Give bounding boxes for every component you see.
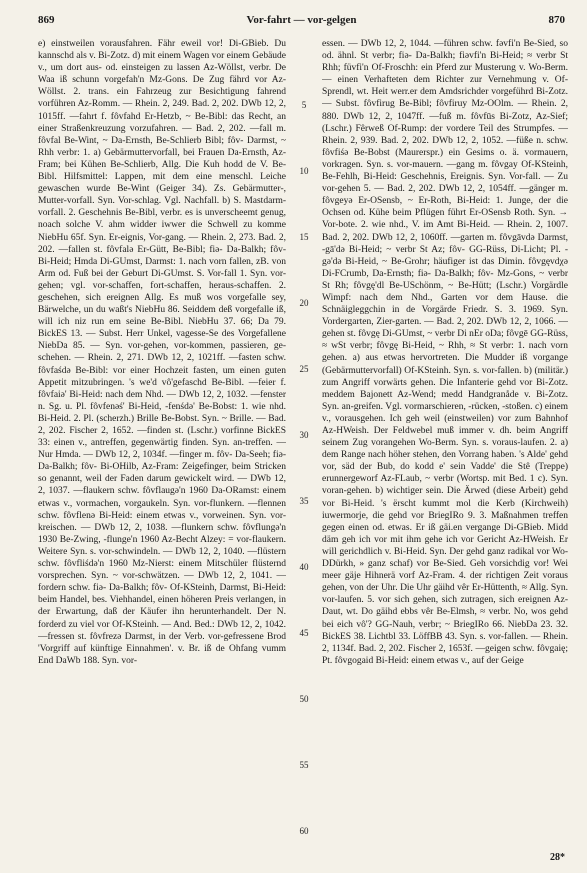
line-number: 10 — [299, 166, 309, 176]
line-number: 55 — [299, 760, 309, 770]
line-number: 20 — [299, 298, 309, 308]
line-number: 15 — [299, 232, 309, 242]
signature-mark: 28* — [550, 852, 565, 863]
left-column — [38, 38, 286, 848]
page-number-left: 869 — [38, 14, 55, 26]
line-number: 50 — [299, 694, 309, 704]
line-number-gutter — [290, 38, 318, 848]
line-number: 25 — [299, 364, 309, 374]
page-header — [38, 14, 565, 32]
left-column-text: e) einstweilen vorausfahren. Fähr eweil vor! Di-GBieb. Du kannschd als v. Bi-Zotz. d) mit einem Wagen vor einem Gebäude v., um dort aus- od. einsteigen zu lassen Az-Wöllst, verbr. De Waa iß schunn vorgefah'n Mz-Gons. De Zug fährd vor Az-Wöllst. 2. trans. ein Fahrzeug zur Besichtigung fahrend vorführen Az-Romm. — Rhein. 2, 249. Bad. 2, 202. DWb 12, 2, 1015ff. —fahrt f. fôvfahd Er-Hetzb, ~ Be-Bibl: das Recht, an einer Straßenkreuzung vorzufahren. — Bad. 2, 202. —fall m. fôvfal Be-Wint, ~ Da-Ernsth, Be-Schlierb Bibl; fôv- Darmst, ~ Rhh verbr: 1. a) Gebärmuttervorfall, bei Frauen Da-Ernsth, Az-Fram; bei Kühen Be-Schlierb, Allg. Die Kuh hodd de V. Be-Bibl. Hilfsmittel: Lappen, mit dem eine menschl. Leiche gewaschen wurde Be-Wint (Geiger 34). Zs. Gebärmutter-, Mutter-vorfall. Syn. Vor-schlag. Vgl. Nachfall. b) S. Mastdarm-vorfall. 2. Geschehnis Be-Bibl, verbr. es is unverscheemt genug, noach solche V. ahm widder iwwer die Schwell zu komme NiebHu 65f. Syn. Er-eignis, Vor-gang. — Rhein. 2, 273. Bad. 2, 202. —fallen st. fôvfalə Er-Gütt, Be-Bibl; fiə- Da-Balkh; fôv- Bi-Heid; Hmda Di-GUmst, Darmst: 1. nach vorn fallen, zB. von Arm od. Fuß bei der Geburt Di-GUmst. S. Vor-fall 1. Syn. vor-gehen; vgl. vor-schaffen, fort-schaffen, heraus-schaffen. 2. geschehen, sich ereignen Allg. Es muß wos vorgefalle sey, Bärwelche, un du waßt's NiebHu 86. Seiddem deß vorgefalle iß, will ich niz run em seine Be-Bibl. NiebHu 37. 66; Da 79. BickES 13. — Subst. Herr Unkel, vagesse-Se des Vorgefallene NiebDa 85. — Syn. vor-gehen, vor-kommen, passieren, ge-schehen. — Rhein. 2, 271. DWb 12, 2, 1021ff. —fasten schw. fôvfaśdə Be-Bibl: vor einer Hochzeit fasten, um einen guten Appetit mitzubringen. 's we'd vô'gefaschd Be-Bibl. —feier f. fôvfaiə' Bi-Heid: nach dem Nhd. — DWb 12, 2, 1032. —fenster n. Sg. u. Pl. fôvfenəś' Bi-Heid, -fenśdə' Be-Bobst: 1. wie nhd. Bi-Heid. 2. Pl. (scherzh.) Brille Be-Bobst. Syn. ~ Brille. — Bad. 2, 202. Fischer 2, 1652. —finden st. (Lschr.) vorfinne BickES 33: einen v., antreffen, gegenwärtig finden. Syn. an-treffen. — Nur Hmda. — DWb 12, 2, 1034f. —finger m. fôv- Da-Seeh; fiə- Da-Balkh; fôv- Bi-OHilb, Az-Fram: Zeigefinger, beim Stricken so genannt, weil der Faden darum gewickelt wird. — DWb 12, 2, 1037. —flaukern schw. fôvflaugə'n 1960 Da-ORamst: einem etwas v., vormachen, vorgaukeln. Syn. vor-flunkern. —flennen schw. fôvflenə Bi-Heid: einem etwas v., vorweinen. Syn. vor-kreischen. — DWb 12, 2, 1038. —flunkern schw. fôvflungə'n 1930 Be-Zwing, -flunge'n 1960 Az-Becht Alzey: = vor-flaukern. Weitere Syn. s. vor-schwindeln. — DWb 12, 2, 1040. —flüstern schw. fôvfliśdə'n 1960 Mz-Nierst: einem Mitschüler flüsternd vorsprechen. Syn. ~ vor-schwätzen. — DWb 12, 2, 1041. —fordern schw. fiə- Da-Balkh; fôv- Of-KSteinh, Darmst, Bi-Heid: beim Handel, bes. Viehhandel, einen höheren Preis verlangen, in der Erwartung, daß der Käufer ihn herunterhandelt. Der N. forderd zu viel vor Of-KSteinh. — And. Bed.: DWb 12, 2, 1042. —fressen st. fôvfrezə Darmst, in der Verb. vor-gefressene Brod 'Vorgriff auf künftige Einnahmen'. v. Br. iß de Ohfang vumm End DaWb 188. Syn. vor- — [38, 39, 286, 666]
line-number: 40 — [299, 562, 309, 572]
line-number: 60 — [299, 826, 309, 836]
line-number: 35 — [299, 496, 309, 506]
running-title: Vor-fahrt — vor-gelgen — [246, 14, 357, 26]
line-number: 5 — [301, 100, 307, 110]
line-number: 45 — [299, 628, 309, 638]
right-column — [322, 38, 568, 848]
page-number-right: 870 — [548, 14, 565, 26]
line-number: 30 — [299, 430, 309, 440]
right-column-text: essen. — DWb 12, 2, 1044. —führen schw. fəvfi'n Be-Sied, so od. ähnl. St verbr; fiə- Da-Balkh; fiəvfi'n Bi-Heid; ≈ verbr St Rhh; füvfi'n Of-Froschh: ein Pferd zur Musterung v. Wo-Berm. — einen Verhafteten dem Richter zur Vernehmung v. Of-Sprendl, wt. Heit werr.er dem Amdsrichder vorgeführd Bi-Zotz. — Subst. fôvfirug Be-Bibl; fôvfiruy Mz-OOlm. — Rhein. 2, 880. DWb 12, 2, 1047ff. —fuß m. fôvfūs Bi-Zotz, Az-Sief; (Lschr.) Fêrweß Of-Rump: der vordere Teil des Strumpfes. — Rhein. 2, 939. Bad. 2, 202. DWb 12, 2, 1052. —füße n. schw. fôvfiśə Be-Bobst (Maurerspr.) ein Gesims o. ä. vormauern, vorkragen. Syn. s. vor-mauern. —gang m. fôvgay Of-KSteinh, Be-Fehlh, Bi-Heid: Geschehnis, Ereignis. Syn. Vor-fall. — Zu vor-gehen 5. — Bad. 2, 202. DWb 12, 2, 1054ff. —gänger m. fôvgeyə Er-OSensb, ~ Er-Roth, Bi-Heid: 1. Junge, der die Ochsen od. Kühe beim Pflügen führt Er-OSensb Roth. Syn. → Vor-bote. 2. wie nhd., V. im Amt Bi-Heid. — Rhein. 2, 1007. Bad. 2, 202. DWb 12, 2, 1060ff. —garten m. fôvgāvdə Darmst, -gā'də Bi-Heid; ~ verbr St Az; fôv- GG-Rüss, Di-Licht; Pl. -gə'də Bi-Heid, ~ Be-Grohr; häufiger ist das Dimin. fôvgęvdχə Di-FCrumb, Da-Ernsth; fiə- Da-Balkh; fôv- Mz-Gons, ~ verbr St Rh; fôvgę'dl Be-USchönm, ~ Be-Hütt; (Lschr.) Vorgärdle Wimpf: nach dem Nhd., Garten vor dem Hause. die Schnäigleggchin in de Vorgärde Friedr. S. 3. 1969. Syn. Vordergarten, Zier-garten. — Bad. 2, 202. DWb 12, 2, 1066. —gehen st. fôvgę Di-GUmst, ~ verbr Di nEr oDa; fôvgē GG-Rüss, ≈ wSt verbr; fôvgę Bi-Heid, ~ Rhh, ≈ St verbr: 1. nach vorn gehen. a) aus etwas hervortreten. Die Mudder iß vorgange (Gebärmuttervorfall) Of-KSteinh. Syn. s. vor-fallen. b) (militär.) zum Angriff vorwärts gehen. Die Infanterie gehd vor Bi-Zotz. meddem Bajonett Az-Wend; medd Handgranåde v. Bi-Zotz. Syn. an-greifen. Vgl. vormarschieren, -rücken, -stoßen. c) einem v., vorausgehen. Ich geh weil (einstweilen) vor zum Bahnhof Az-HWeish. Der Feldwebel muß immer v. dh. beim Angriff seinem Zug vorangehen Wo-Berm. Syn. s. voraus-laufen. 2. a) dem Range nach höher stehen, den Vorrang haben. 's Alde' gehd vor, säd der Bub, do kodd e' sein Vadde' die Stê (Treppe) erunnergeworf Az-FLaub, ~ verbr (Wortsp. mit Bed. 1 c). Syn. voran-gehen. b) wichtiger sein. Die Ärwed (diese Arbeit) gehd vor Bi-Heid. 's ërscht kummt mol die Kerb (Kirchweih) iuwermorje, die gehd vor BriegIRo 9. 3. Maßnahmen treffen gegen einen od. etwas. Er iß gäi.en vergange Di-GBieb. Midd däm geh ich vor mit ihm gehe ich vor Gericht Az-HWeish. Er will gerichdlich v. Bi-Heid. Syn. Der gehd ganz radikal vor Wo-DDürkh, » ganz schaf) vor Be-Sied. Geh vorsichdig vor! Wei meer gäje Hihnerä vorf Az-Fram. 4. der richtigen Zeit voraus gehen, von der Uhr. Die Uhr gäihd vêr Er-Hüttenth, ≈ Allg. Syn. vor-laufen. 5. vor sich gehen, sich zutragen, sich ereignen Az-Daut, wt. Do gäihd ebbs vêr Be-Elmsh, ≈ verbr. No, wos gehd bei eich vô'? GG-Nauh, verbr; ~ BriegIRo 66. NiebDa 23. 32. BickES 38. Lichtbl 33. LöffBB 43. Syn. s. vor-fallen. — Rhein. 2, 1134f. Bad. 2, 202. Fischer 2, 1653f. —geigen schw. fôvgaię; Pt. fôvgogaid Bi-Heid: einem etwas v., auf der Geige — [322, 39, 568, 666]
